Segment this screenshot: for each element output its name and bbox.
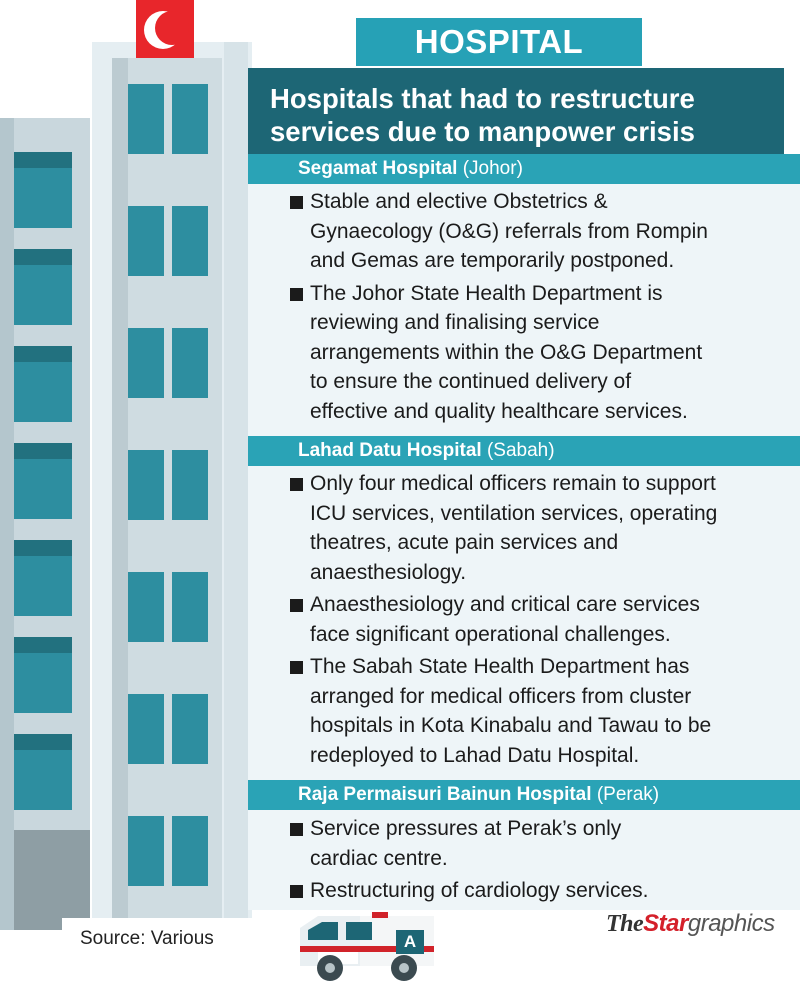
hospital-state: (Johor) — [462, 158, 523, 179]
bullet-item: Only four medical officers remain to support ICU services, ventilation services, operating theatres, acute pain services and anaesthesiology. — [290, 469, 795, 587]
window — [172, 572, 208, 642]
bullet-item: The Sabah State Health Department has arranged for medical officers from cluster hospitals in Kota Kinabalu and Tawau to be redeployed to Lahad Datu Hospital. — [290, 652, 795, 770]
bullet-item: Restructuring of cardiology services. — [290, 876, 795, 906]
window — [128, 206, 164, 276]
hospital-name: Segamat Hospital — [298, 158, 458, 179]
window — [172, 206, 208, 276]
ground-strip — [0, 988, 805, 1000]
left-windows — [14, 152, 72, 810]
bullet-item: Service pressures at Perak’s only cardiac centre. — [290, 814, 795, 873]
window-shade — [14, 152, 72, 168]
section-header-segamat — [248, 154, 800, 184]
bullet-square-icon — [290, 599, 303, 612]
ambulance-letter: A — [403, 932, 417, 951]
window-shade — [14, 637, 72, 653]
hospital-state: (Sabah) — [486, 440, 555, 461]
headline — [248, 68, 784, 154]
brand-logo: TheStargraphics — [606, 910, 775, 937]
bullet-square-icon — [290, 288, 303, 301]
main-tower-side — [224, 42, 248, 930]
window-shade — [14, 540, 72, 556]
hospital-name: Lahad Datu Hospital — [298, 440, 482, 461]
window — [128, 328, 164, 398]
bullet-square-icon — [290, 478, 303, 491]
bullet-item: The Johor State Health Department is reviewing and finalising service arrangements within the O&G Department to ensure the continued delivery of effective and quality healthcare services. — [290, 279, 795, 427]
left-building-edge — [0, 118, 14, 930]
source-note: Source: Various — [62, 918, 274, 960]
headline-line-1: Hospitals that had to restructure — [270, 83, 695, 114]
window — [128, 450, 164, 520]
section-bullets-raja-permaisuri-bainun — [290, 814, 795, 909]
window — [172, 694, 208, 764]
window — [172, 450, 208, 520]
window — [128, 816, 164, 886]
bullet-item: Anaesthesiology and critical care services face significant operational challenges. — [290, 590, 795, 649]
headline-line-2: services due to manpower crisis — [270, 116, 695, 147]
section-bullets-lahad-datu — [290, 469, 795, 773]
window — [172, 328, 208, 398]
window — [128, 84, 164, 154]
main-tower-shade — [112, 58, 128, 930]
left-building-base — [14, 830, 90, 930]
window-shade — [14, 249, 72, 265]
bullet-item: Stable and elective Obstetrics & Gynaecology (O&G) referrals from Rompin and Gemas are temporarily postponed. — [290, 187, 795, 276]
window — [128, 694, 164, 764]
section-bullets-segamat — [290, 187, 795, 429]
hospital-state: (Perak) — [596, 784, 660, 805]
hospital-name: Raja Permaisuri Bainun Hospital — [298, 784, 592, 805]
bullet-square-icon — [290, 823, 303, 836]
window — [128, 572, 164, 642]
window — [172, 84, 208, 154]
section-header-lahad-datu — [248, 436, 800, 466]
window — [172, 816, 208, 886]
window-shade — [14, 346, 72, 362]
section-header-raja-permaisuri-bainun — [248, 780, 800, 810]
bullet-square-icon — [290, 196, 303, 209]
category-badge: HOSPITAL — [356, 18, 642, 66]
window-shade — [14, 734, 72, 750]
bullet-square-icon — [290, 661, 303, 674]
window-shade — [14, 443, 72, 459]
bullet-square-icon — [290, 885, 303, 898]
